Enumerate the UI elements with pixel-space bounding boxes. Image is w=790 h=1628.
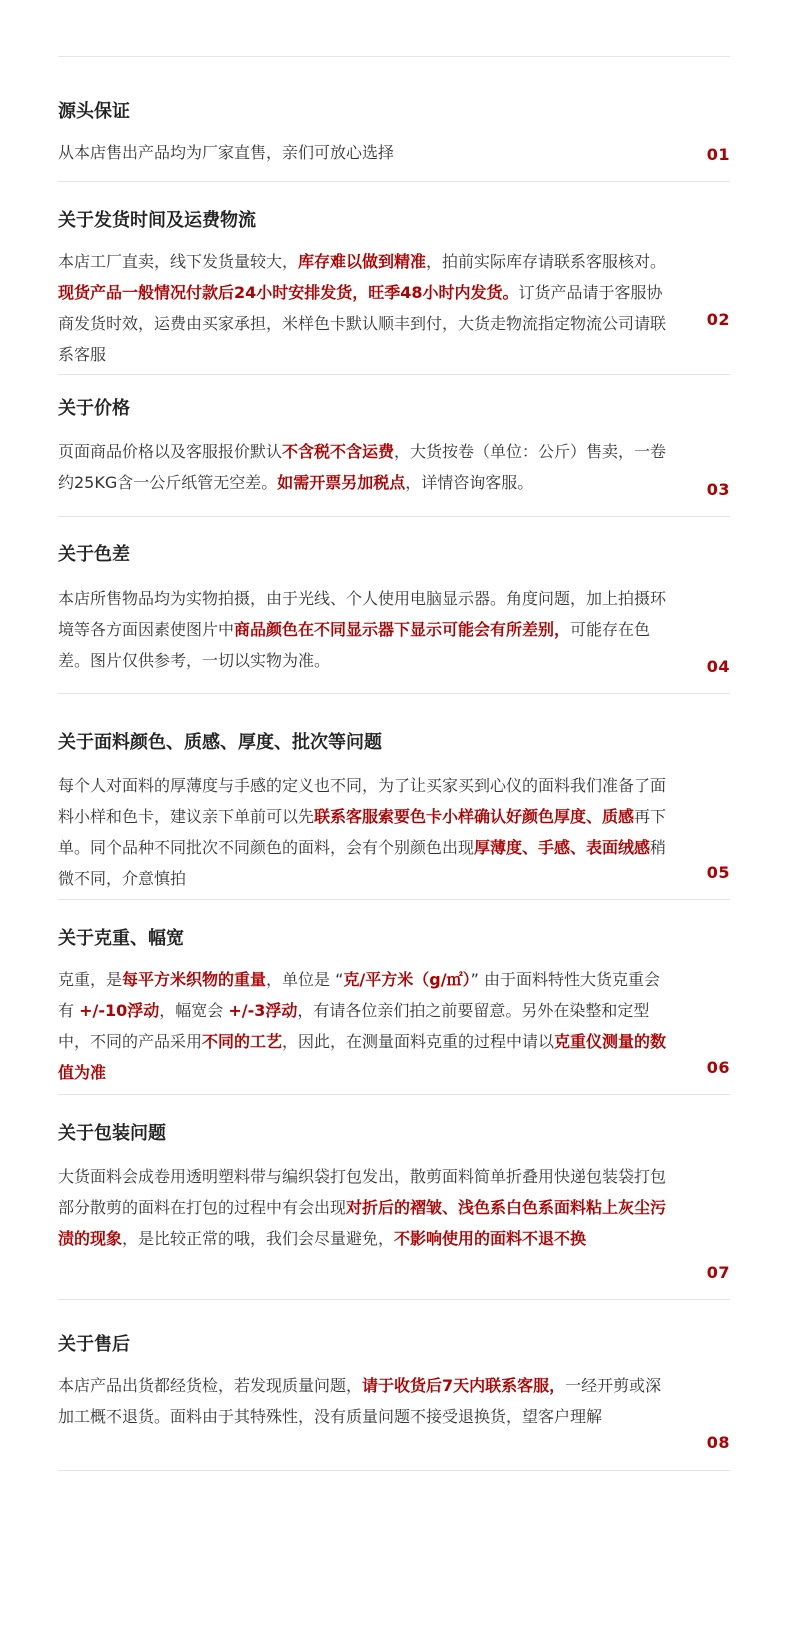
highlight-text: 不含税不含运费 [282, 442, 395, 461]
body-text: ，幅宽会 [159, 1001, 229, 1020]
section-price [58, 375, 730, 517]
section-body [58, 583, 670, 676]
body-text: ，有请各位亲们拍之前要留意。另外在染整和定型中，不同的产品采用 [58, 1001, 650, 1051]
body-text: 一经开剪或深加工概不退货。面料由于其特殊性，没有质量问题不接受退换货，望客户理解 [58, 1376, 662, 1426]
body-text: ，拍前实际库存请联系客服核对。 [426, 252, 667, 271]
highlight-text: 不影响使用的面料不退不换 [394, 1229, 587, 1248]
section-title: 关于发货时间及运费物流 [58, 210, 256, 231]
section-title: 关于售后 [58, 1334, 130, 1355]
section-shipping [58, 182, 730, 375]
section-body [58, 137, 670, 168]
section-body [58, 964, 670, 1088]
body-text: 大货面料会成卷用透明塑料带与编织袋打包发出，散剪面料简单折叠用快递包装袋打包部分散剪的面料在打包的过程中有会出现 [58, 1167, 667, 1217]
section-number: 03 [706, 480, 730, 499]
section-title: 关于包装问题 [58, 1123, 166, 1144]
section-title: 源头保证 [58, 101, 130, 122]
body-text: ，大货按卷（单位：公斤）售卖，一卷约25KG含一公斤纸管无空差。 [58, 442, 667, 492]
section-number: 06 [706, 1058, 730, 1077]
body-text: ，单位是 “ [266, 970, 344, 989]
section-title: 关于克重、幅宽 [58, 928, 184, 949]
body-text: 克重，是 [58, 970, 123, 989]
section-number: 01 [706, 145, 730, 164]
highlight-text: 克重仪测量的数值为准 [58, 1032, 667, 1082]
section-number: 05 [706, 863, 730, 882]
body-text: 本店产品出货都经货检，若发现质量问题， [58, 1376, 363, 1395]
highlight-text: 库存难以做到精准 [298, 252, 427, 271]
body-text: 页面商品价格以及客服报价默认 [58, 442, 283, 461]
body-text: 稍微不同，介意慎拍 [58, 838, 667, 888]
section-source-guarantee [58, 57, 730, 182]
section-title: 关于面料颜色、质感、厚度、批次等问题 [58, 732, 382, 753]
highlight-text: +/-3浮动 [228, 1001, 298, 1020]
body-text: 再下单。同个品种不同批次不同颜色的面料，会有个别颜色出现 [58, 807, 667, 857]
body-text: 从本店售出产品均为厂家直售，亲们可放心选择 [58, 143, 395, 162]
highlight-text: 克/平方米（g/㎡） [343, 970, 471, 989]
highlight-text: 请于收货后7天内联系客服， [362, 1376, 566, 1395]
section-body [58, 436, 670, 498]
section-number: 02 [706, 310, 730, 329]
body-text: 订货产品请于客服协商发货时效，运费由买家承担，米样色卡默认顺丰到付，大货走物流指定物流公司请联系客服 [58, 283, 667, 364]
section-number: 07 [706, 1263, 730, 1282]
section-body [58, 1161, 670, 1254]
section-number: 04 [706, 657, 730, 676]
highlight-text: 每平方米织物的重量 [122, 970, 267, 989]
body-text: 每个人对面料的厚薄度与手感的定义也不同，为了让买家买到心仪的面料我们准备了面料小样和色卡，建议亲下单前可以先 [58, 776, 667, 826]
highlight-text: 商品颜色在不同显示器下显示可能会有所差别， [234, 620, 571, 639]
section-packaging [58, 1095, 730, 1300]
section-title: 关于色差 [58, 544, 130, 565]
section-fabric-quality [58, 694, 730, 900]
section-body [58, 770, 670, 894]
section-number: 08 [706, 1433, 730, 1452]
body-text: 本店所售物品均为实物拍摄，由于光线、个人使用电脑显示器。角度问题，加上拍摄环境等各方面因素使图片中 [58, 589, 667, 639]
section-color-difference [58, 517, 730, 694]
highlight-text: 现货产品一般情况付款后24小时安排发货，旺季48小时内发货。 [58, 283, 519, 302]
section-title: 关于价格 [58, 398, 130, 419]
section-weight-width [58, 900, 730, 1095]
body-text: 可能存在色差。图片仅供参考，一切以实物为准。 [58, 620, 651, 670]
highlight-text: 不同的工艺 [202, 1032, 283, 1051]
body-text: ，是比较正常的哦，我们会尽量避免， [122, 1229, 395, 1248]
highlight-text: 如需开票另加税点 [277, 473, 406, 492]
highlight-text: 联系客服索要色卡小样确认好颜色厚度、质感 [314, 807, 635, 826]
section-divider [58, 1470, 730, 1471]
highlight-text: 厚薄度、手感、表面绒感 [474, 838, 651, 857]
body-text: ，详情咨询客服。 [405, 473, 534, 492]
body-text: ” 由于面料特性大货克重会有 [58, 970, 660, 1020]
highlight-text: 对折后的褶皱、浅色系白色系面料粘上灰尘污渍的现象 [58, 1198, 667, 1248]
body-text: 本店工厂直卖，线下发货量较大， [58, 252, 299, 271]
highlight-text: +/-10浮动 [79, 1001, 160, 1020]
body-text: ，因此，在测量面料克重的过程中请以 [282, 1032, 555, 1051]
section-body [58, 246, 670, 370]
section-body [58, 1370, 670, 1432]
section-after-sales [58, 1300, 730, 1471]
